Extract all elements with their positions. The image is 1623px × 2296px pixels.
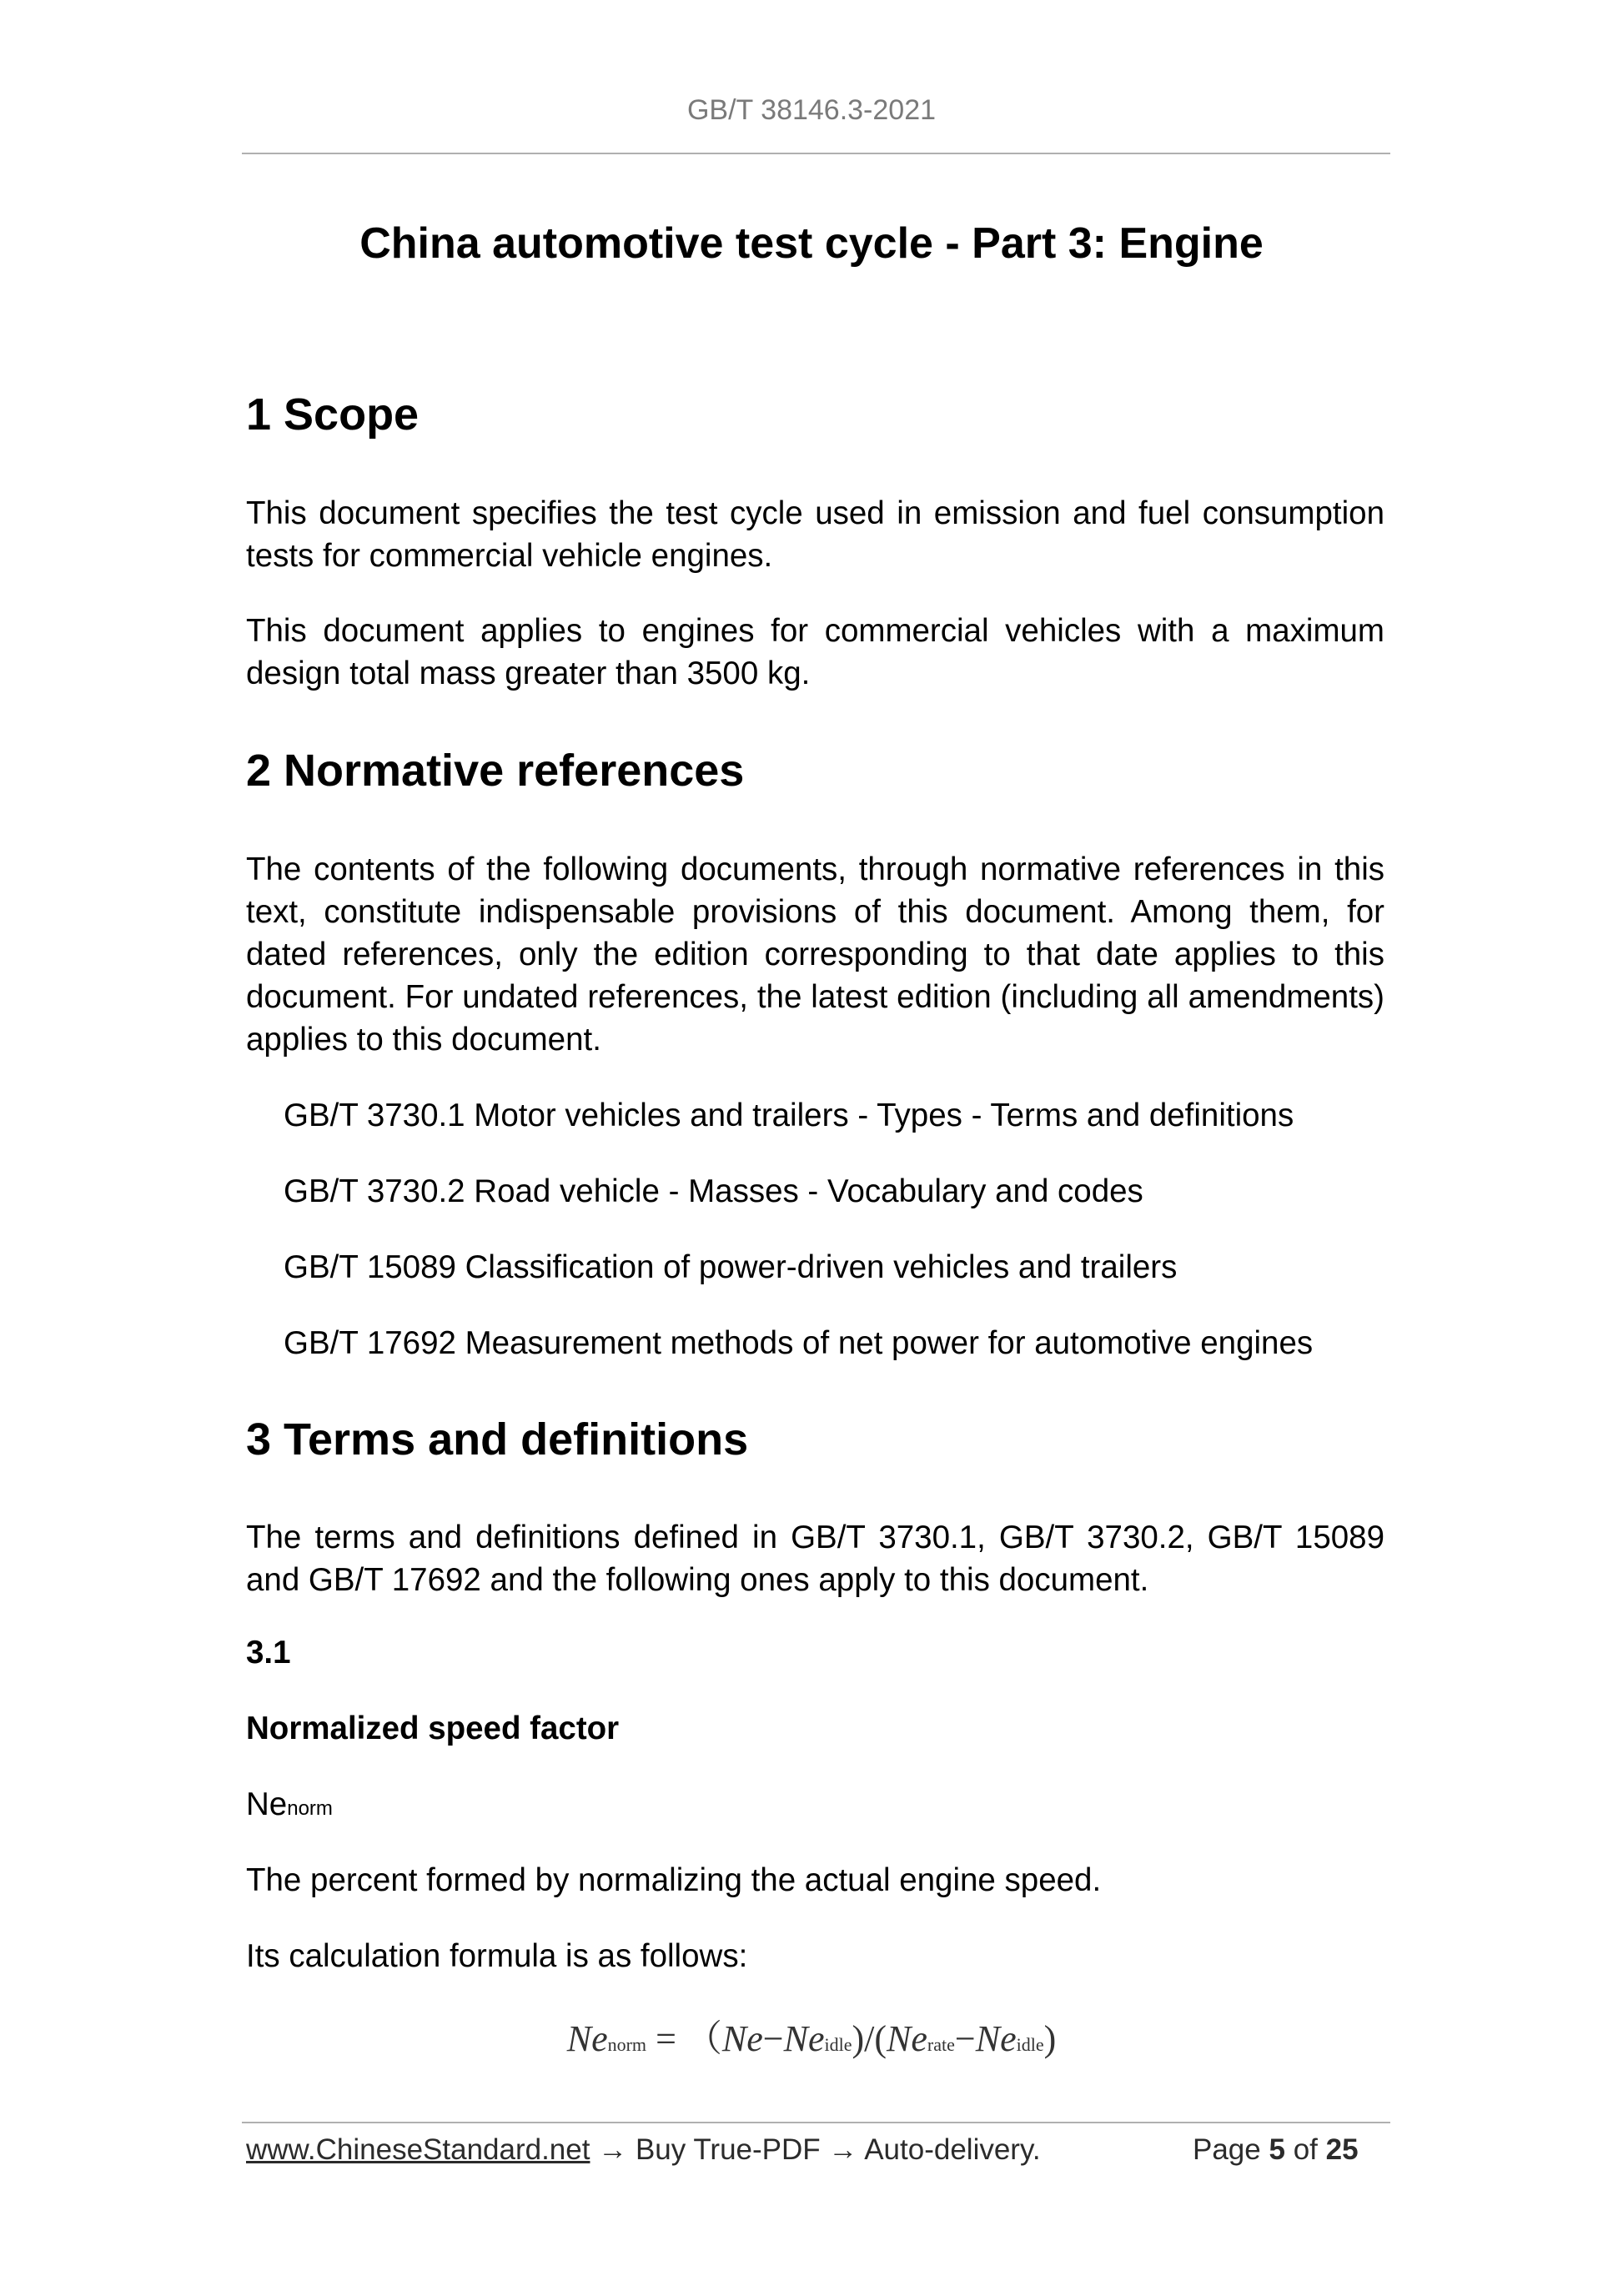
header-divider xyxy=(242,153,1390,154)
formula-term-b: Ne xyxy=(783,2018,825,2059)
section-1-heading: 1 Scope xyxy=(246,389,420,440)
arrow-icon: → xyxy=(598,2133,628,2166)
formula-minus: − xyxy=(762,2018,784,2059)
page-total: 25 xyxy=(1325,2133,1359,2166)
formula-term-c-sub: rate xyxy=(927,2034,955,2055)
formula xyxy=(0,2008,1623,2062)
formula-divide: )/( xyxy=(852,2018,887,2059)
section-3-heading: 3 Terms and definitions xyxy=(246,1414,749,1465)
arrow-icon: → xyxy=(828,2133,858,2166)
formula-term-a: Ne xyxy=(721,2018,763,2059)
reference-item: GB/T 3730.1 Motor vehicles and trailers - Types - Terms and definitions xyxy=(284,1098,1294,1133)
formula-lhs-sub: norm xyxy=(607,2034,647,2055)
footer-buy-text: Buy True-PDF xyxy=(635,2133,821,2166)
header-doc-number: GB/T 38146.3-2021 xyxy=(686,94,937,126)
formula-term-d: Ne xyxy=(975,2018,1017,2059)
reference-item: GB/T 15089 Classification of power-driven vehicles and trailers xyxy=(284,1249,1178,1285)
term-symbol xyxy=(246,1786,333,1823)
clause-number: 3.1 xyxy=(246,1635,291,1671)
footer-website-link[interactable]: www.ChineseStandard.net xyxy=(246,2133,590,2166)
formula-close-paren: ) xyxy=(1043,2018,1057,2059)
page-number: 5 xyxy=(1269,2133,1285,2166)
formula-intro: Its calculation formula is as follows: xyxy=(246,1938,748,1974)
page-label: Page xyxy=(1193,2133,1261,2166)
footer-delivery-text: Auto-delivery. xyxy=(864,2133,1041,2166)
formula-term-d-sub: idle xyxy=(1016,2034,1044,2055)
term-name: Normalized speed factor xyxy=(246,1711,620,1746)
symbol-subscript: norm xyxy=(287,1797,333,1820)
formula-open-paren: （ xyxy=(685,2018,722,2059)
section-2-heading: 2 Normative references xyxy=(246,746,745,796)
formula-equals: = xyxy=(656,2018,676,2059)
normative-references-paragraph: The contents of the following documents, through normative references in this text, constitute indispensable provisions of this document. Among them, for dated references, only the edition corresponding to that date applies to this document. For undated references, the latest edition (including all amendments) applies to this document. xyxy=(246,852,1384,1058)
terms-paragraph: The terms and definitions defined in GB/T 3730.1, GB/T 3730.2, GB/T 15089 and GB/T 17692 and the following ones apply to this document. xyxy=(246,1520,1384,1598)
reference-item: GB/T 17692 Measurement methods of net power for automotive engines xyxy=(284,1325,1314,1361)
term-definition: The percent formed by normalizing the actual engine speed. xyxy=(246,1862,1102,1898)
reference-item: GB/T 3730.2 Road vehicle - Masses - Vocabulary and codes xyxy=(284,1173,1143,1209)
footer-left xyxy=(246,2133,1041,2167)
formula-lhs: Ne xyxy=(566,2018,608,2059)
formula-term-b-sub: idle xyxy=(824,2034,852,2055)
formula-minus: − xyxy=(954,2018,976,2059)
formula-term-c: Ne xyxy=(887,2018,927,2059)
scope-paragraph-1: This document specifies the test cycle used in emission and fuel consumption tests for commercial vehicle engines. xyxy=(246,495,1384,574)
document-title: China automotive test cycle - Part 3: Engine xyxy=(359,219,1264,268)
symbol-base: Ne xyxy=(246,1786,288,1822)
scope-paragraph-2: This document applies to engines for commercial vehicles with a maximum design total mass greater than 3500 kg. xyxy=(246,613,1384,691)
of-label: of xyxy=(1293,2133,1318,2166)
page-indicator xyxy=(1193,2133,1359,2167)
footer-divider xyxy=(242,2122,1390,2123)
